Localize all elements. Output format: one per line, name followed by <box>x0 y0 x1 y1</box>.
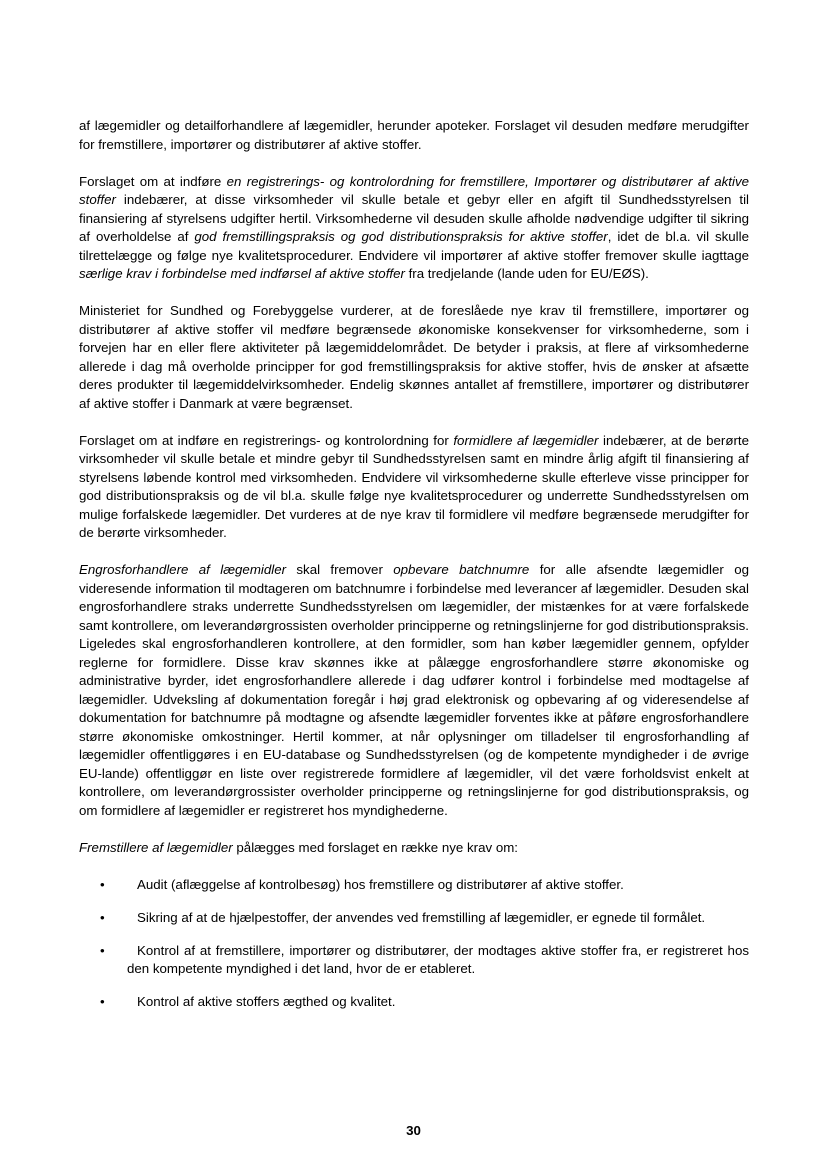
bullet-icon: • <box>100 994 105 1009</box>
bullet-icon: • <box>100 909 105 925</box>
italic-text-run: Fremstillere af lægemidler <box>79 839 233 855</box>
list-item-text: Sikring af at de hjælpestoffer, der anvendes ved fremstilling af lægemidler, er egnede til formålet. <box>137 909 706 925</box>
paragraph <box>79 173 749 284</box>
list-item-text: Kontrol af at fremstillere, importører og distributører, der modtages aktive stoffer fra, er registreret hos den kompetente myndighed i det land, hvor de er etableret. <box>127 942 749 976</box>
italic-text-run: en registrerings- og kontrolordning for fremstillere, Importører og distributører af aktive stoffer <box>79 173 749 207</box>
text-run: pålægges med forslaget en række nye krav om: <box>232 839 518 855</box>
text-run: Ministeriet for Sundhed og Forebyggelse vurderer, at de foreslåede nye krav til fremstillere, importører og distributører af aktive stoffer vil medføre begrænsede økonomiske konsekvenser for virksomhederne, som i forvejen har en eller flere aktiviteter på lægemiddelområdet. De betyder i praksis, at flere af virksomhederne allerede i dag må overholde principper for god fremstillingspraksis for aktive stoffer, hvis de ønsker at afsætte deres produkter til lægemiddelvirksomheder. Endelig skønnes antallet af fremstillere, importører og distributører af aktive stoffer i Danmark at være begrænset. <box>79 303 749 411</box>
list-item <box>79 942 749 979</box>
list-item-text: Audit (aflæggelse af kontrolbesøg) hos fremstillere og distributører af aktive stoffer. <box>137 876 624 892</box>
bullet-icon: • <box>100 942 105 958</box>
text-run: Forslaget om at indføre en registrerings- og kontrolordning for <box>79 432 454 448</box>
list-item <box>79 993 749 1012</box>
text-run: for alle afsendte lægemidler og videresende information til modtageren om batchnumre i forbindelse med leverancer af lægemidler. Desuden skal engrosforhandlere straks underrette Sundhedsstyrelsen om lægemidler, der mistænkes for at være forfalskede samt kontrollere, om leverandørgrossisten overholder principperne og retningslinjerne for god distributionspraksis. Ligeledes skal engrosforhandleren kontrollere, at den formidler, som han køber lægemidler gennem, opfylder reglerne for formidlere. Disse krav skønnes ikke at pålægge engrosforhandlere større økonomiske og administrative byrder, idet engrosforhandlere allerede i dag udfører kontrol i forbindelse med modtagelse af lægemidler. Udveksling af dokumentation foregår i høj grad elektronisk og opbevaring af og videresendelse af dokumentation for batchnumre på modtagne og afsendte lægemidler forventes ikke at påføre engrosforhandlere større økonomiske omkostninger. Hertil kommer, at når oplysninger om tilladelser til engrosforhandling af lægemidler offentliggøres i en EU-database og Sundhedsstyrelsen (og de kompetente myndigheder i de øvrige EU-lande) offentliggør en liste over registrerede formidlere af lægemidler, vil det være forholdsvist enkelt at kontrollere, om leverandørgrossister overholder principperne og retningslinjerne for god distributionspraksis, og om formidlere af lægemidler er registreret hos myndighederne. <box>79 562 749 818</box>
italic-text-run: opbevare batchnumre <box>393 562 530 577</box>
text-run: , idet de bl.a. vil skulle tilrettelægge og følge nye kvalitetsprocedurer. Endvidere vil importører af aktive stoffer fremover skulle iagttage <box>79 229 749 263</box>
text-run: Forslaget om at indføre <box>79 173 227 189</box>
list-item <box>79 876 749 895</box>
paragraphs <box>79 117 749 857</box>
paragraph <box>79 302 749 413</box>
requirements-list <box>79 876 749 1012</box>
text-run: af lægemidler og detailforhandlere af lægemidler, herunder apoteker. Forslaget vil desuden medføre merudgifter for fremstillere, importører og distributører af aktive stoffer. <box>79 118 749 152</box>
list-item <box>79 909 749 928</box>
italic-text-run: særlige krav i forbindelse med indførsel af aktive stoffer <box>79 266 405 281</box>
paragraph <box>79 839 749 858</box>
paragraph <box>79 561 749 820</box>
text-run: fra tredjelande (lande uden for EU/EØS). <box>404 266 649 281</box>
document-body <box>79 117 749 1026</box>
text-run: indebærer, at disse virksomheder vil skulle betale et gebyr eller en afgift til Sundhedsstyrelsen til finansiering af styrelsens udgifter hertil. Virksomhederne vil desuden skulle afholde nødvendige udgifter til sikring af overholdelse af <box>79 192 749 244</box>
italic-text-run: formidlere af lægemidler <box>453 432 599 448</box>
italic-text-run: Engrosforhandlere af lægemidler <box>79 562 287 577</box>
page-number: 30 <box>406 1123 421 1138</box>
italic-text-run: god fremstillingspraksis og god distributionspraksis for aktive stoffer <box>194 229 608 244</box>
text-run: indebærer, at de berørte virksomheder vil skulle betale et mindre gebyr til Sundhedsstyrelsen samt en mindre årlig afgift til finansiering af styrelsens løbende kontrol med virksomheden. Endvidere vil virksomhederne skulle efterleve visse principper for god distributionspraksis og de vil bl.a. skulle følge nye kvalitetsprocedurer og underrette Sundhedsstyrelsen om mulige forfalskede lægemidler. Det vurderes at de nye krav til formidlere vil medføre begrænsede merudgifter for de berørte virksomheder. <box>79 432 749 540</box>
list-item-text: Kontrol af aktive stoffers ægthed og kvalitet. <box>137 994 396 1009</box>
paragraph <box>79 432 749 543</box>
paragraph <box>79 117 749 154</box>
text-run: skal fremover <box>286 562 394 577</box>
bullet-icon: • <box>100 876 105 892</box>
